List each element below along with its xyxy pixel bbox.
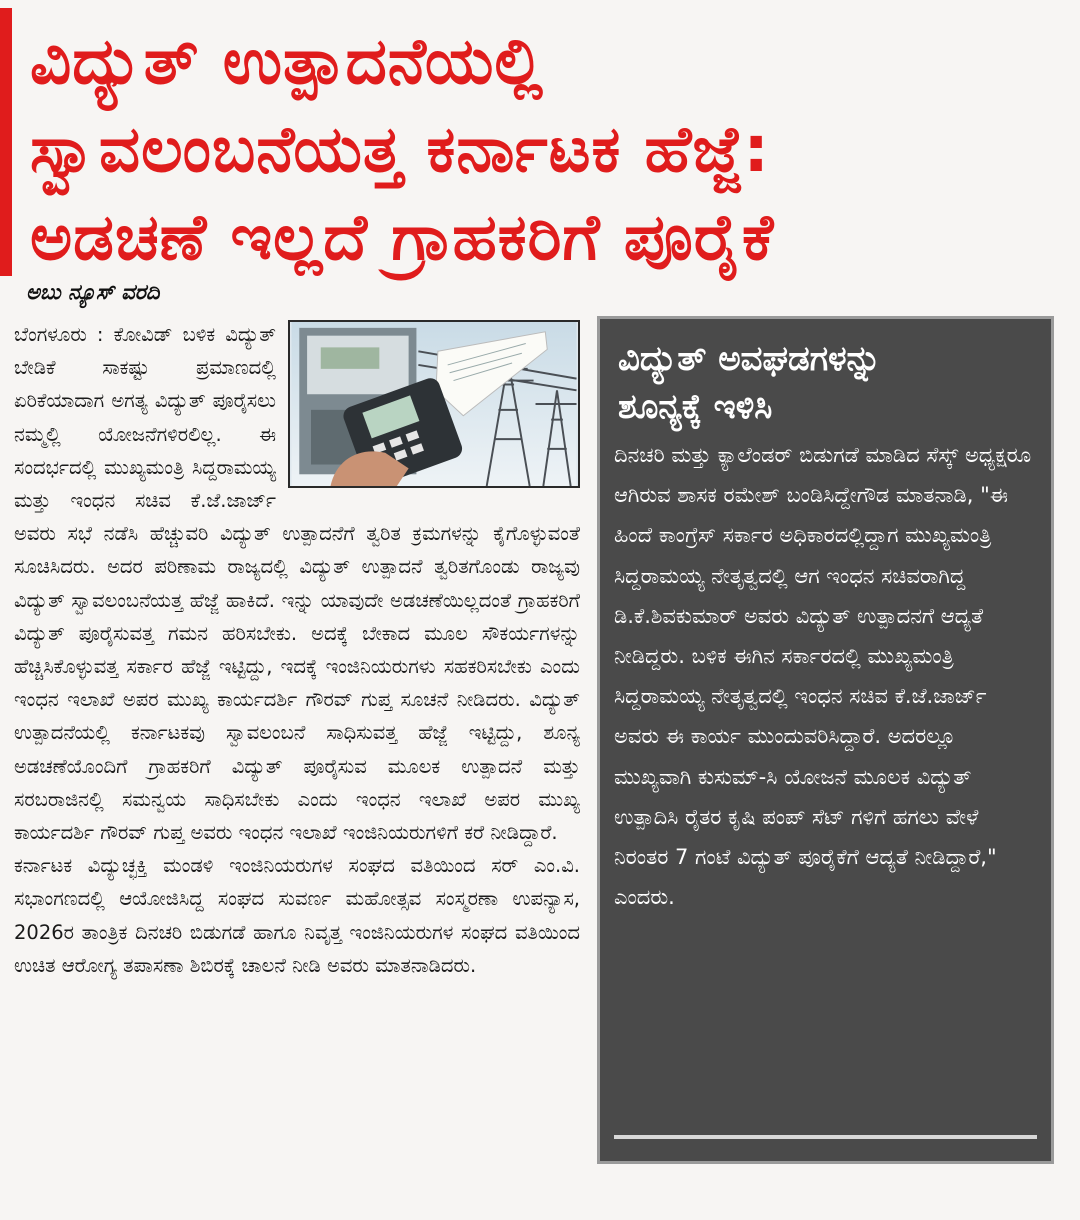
headline-accent-bar: [0, 8, 12, 276]
sidebar-title-line-1: ವಿದ್ಯುತ್ ಅವಘಡಗಳನ್ನು: [618, 339, 881, 379]
sidebar-title: [618, 335, 1051, 431]
article-paragraph-1: ಬೆಂಗಳೂರು : ಕೋವಿಡ್ ಬಳಿಕ ವಿದ್ಯುತ್ ಬೇಡಿಕೆ ಸಾಕಷ್ಟು ಪ್ರಮಾಣದಲ್ಲಿ ಏರಿಕೆಯಾದಾಗ ಅಗತ್ಯ ವಿದ್ಯುತ್ ಪೂರೈಸಲು ನಮ್ಮಲ್ಲಿ ಯೋಜನೆಗಳಿರಲಿಲ್ಲ. ಈ ಸಂದರ್ಭದಲ್ಲಿ ಮುಖ್ಯಮಂತ್ರಿ ಸಿದ್ದರಾಮಯ್ಯ ಮತ್ತು ಇಂಧನ ಸಚಿವ ಕೆ.ಜೆ.ಜಾರ್ಜ್ ಅವರು ಸಭೆ ನಡೆಸಿ ಹೆಚ್ಚುವರಿ ವಿದ್ಯುತ್ ಉತ್ಪಾದನೆಗೆ ತ್ವರಿತ ಕ್ರಮಗಳನ್ನು ಕೈಗೊಳ್ಳುವಂತೆ ಸೂಚಿಸಿದರು. ಅದರ ಪರಿಣಾಮ ರಾಜ್ಯದಲ್ಲಿ ವಿದ್ಯುತ್ ಉತ್ಪಾದನೆ ತ್ವರಿತಗೊಂಡು ರಾಜ್ಯವು ವಿದ್ಯುತ್ ಸ್ವಾವಲಂಬನೆಯತ್ತ ಹೆಜ್ಜೆ ಹಾಕಿದೆ. ಇನ್ನು ಯಾವುದೇ ಅಡಚಣೆಯಿಲ್ಲದಂತೆ ಗ್ರಾಹಕರಿಗೆ ವಿದ್ಯುತ್ ಪೂರೈಸುವತ್ತ ಗಮನ ಹರಿಸಬೇಕು. ಅದಕ್ಕೆ ಬೇಕಾದ ಮೂಲ ಸೌಕರ್ಯಗಳನ್ನು ಹೆಚ್ಚಿಸಿಕೊಳ್ಳುವತ್ತ ಸರ್ಕಾರ ಹೆಜ್ಜೆ ಇಟ್ಟಿದ್ದು, ಇದಕ್ಕೆ ಇಂಜಿನಿಯರುಗಳು ಸಹಕರಿಸಬೇಕು ಎಂದು ಇಂಧನ ಇಲಾಖೆ ಅಪರ ಮುಖ್ಯ ಕಾರ್ಯದರ್ಶಿ ಗೌರವ್ ಗುಪ್ತ ಸೂಚನೆ ನೀಡಿದರು. ವಿದ್ಯುತ್ ಉತ್ಪಾದನೆಯಲ್ಲಿ ಕರ್ನಾಟಕವು ಸ್ವಾವಲಂಬನೆ ಸಾಧಿಸುವತ್ತ ಹೆಜ್ಜೆ ಇಟ್ಟಿದ್ದು, ಶೂನ್ಯ ಅಡಚಣೆಯೊಂದಿಗೆ ಗ್ರಾಹಕರಿಗೆ ವಿದ್ಯುತ್ ಪೂರೈಸುವ ಮೂಲಕ ಉತ್ಪಾದನೆ ಮತ್ತು ಸರಬರಾಜಿನಲ್ಲಿ ಸಮನ್ವಯ ಸಾಧಿಸಬೇಕು ಎಂದು ಇಂಧನ ಇಲಾಖೆ ಅಪರ ಮುಖ್ಯ ಕಾರ್ಯದರ್ಶಿ ಗೌರವ್ ಗುಪ್ತ ಅವರು ಇಂಧನ ಇಲಾಖೆ ಇಂಜಿನಿಯರುಗಳಿಗೆ ಕರೆ ನೀಡಿದ್ದಾರೆ.: [14, 323, 580, 845]
electricity-bill-meter-photo: [288, 320, 580, 488]
headline-line-1: ವಿದ್ಯುತ್ ಉತ್ಪಾದನೆಯಲ್ಲಿ: [30, 25, 544, 99]
headline-line-3: ಅಡಚಣೆ ಇಲ್ಲದೆ ಗ್ರಾಹಕರಿಗೆ ಪೂರೈಕೆ: [30, 201, 775, 275]
headline: [30, 18, 1070, 282]
sidebar-title-line-2: ಶೂನ್ಯಕ್ಕೆ ಇಳಿಸಿ: [618, 387, 773, 427]
sidebar-body: ದಿನಚರಿ ಮತ್ತು ಕ್ಯಾಲೆಂಡರ್ ಬಿಡುಗಡೆ ಮಾಡಿದ ಸೆಸ್ಕ್ ಅಧ್ಯಕ್ಷರೂ ಆಗಿರುವ ಶಾಸಕ ರಮೇಶ್ ಬಂಡಿಸಿದ್ದೇಗೌಡ ಮಾತನಾಡಿ, "ಈ ಹಿಂದೆ ಕಾಂಗ್ರೆಸ್ ಸರ್ಕಾರ ಅಧಿಕಾರದಲ್ಲಿದ್ದಾಗ ಮುಖ್ಯಮಂತ್ರಿ ಸಿದ್ದರಾಮಯ್ಯ ನೇತೃತ್ವದಲ್ಲಿ ಆಗ ಇಂಧನ ಸಚಿವರಾಗಿದ್ದ ಡಿ.ಕೆ.ಶಿವಕುಮಾರ್ ಅವರು ವಿದ್ಯುತ್ ಉತ್ಪಾದನಗೆ ಆದ್ಯತೆ ನೀಡಿದ್ದರು. ಬಳಿಕ ಈಗಿನ ಸರ್ಕಾರದಲ್ಲಿ ಮುಖ್ಯಮಂತ್ರಿ ಸಿದ್ದರಾಮಯ್ಯ ನೇತೃತ್ವದಲ್ಲಿ ಇಂಧನ ಸಚಿವ ಕೆ.ಜೆ.ಜಾರ್ಜ್ ಅವರು ಈ ಕಾರ್ಯ ಮುಂದುವರಿಸಿದ್ದಾರೆ. ಅದರಲ್ಲೂ ಮುಖ್ಯವಾಗಿ ಕುಸುಮ್-ಸಿ ಯೋಜನೆ ಮೂಲಕ ವಿದ್ಯುತ್ ಉತ್ಪಾದಿಸಿ ರೈತರ ಕೃಷಿ ಪಂಪ್ ಸೆಟ್ ಗಳಿಗೆ ಹಗಲು ವೇಳೆ ನಿರಂತರ 7 ಗಂಟೆ ವಿದ್ಯುತ್ ಪೂರೈಕೆಗೆ ಆದ್ಯತೆ ನೀಡಿದ್ದಾರೆ," ಎಂದರು.: [614, 443, 1032, 910]
article-column: [14, 318, 580, 982]
sidebar-box: [597, 316, 1054, 1164]
byline: ಅಬು ನ್ಯೂಸ್ ವರದಿ: [26, 280, 160, 304]
article-paragraph-2: ಕರ್ನಾಟಕ ವಿದ್ಯುಚ್ಛಕ್ತಿ ಮಂಡಳಿ ಇಂಜಿನಿಯರುಗಳ ಸಂಘದ ವತಿಯಿಂದ ಸರ್ ಎಂ.ವಿ. ಸಭಾಂಗಣದಲ್ಲಿ ಆಯೋಜಿಸಿದ್ದ ಸಂಘದ ಸುವರ್ಣ ಮಹೋತ್ಸವ ಸಂಸ್ಮರಣಾ ಉಪನ್ಯಾಸ, 2026ರ ತಾಂತ್ರಿಕ ದಿನಚರಿ ಬಿಡುಗಡೆ ಹಾಗೂ ನಿವೃತ್ತ ಇಂಜಿನಿಯರುಗಳ ಸಂಘದ ವತಿಯಿಂದ ಉಚಿತ ಆರೋಗ್ಯ ತಪಾಸಣಾ ಶಿಬಿರಕ್ಕೆ ಚಾಲನೆ ನೀಡಿ ಅವರು ಮಾತನಾಡಿದರು.: [14, 854, 580, 977]
headline-line-2: ಸ್ವಾವಲಂಬನೆಯತ್ತ ಕರ್ನಾಟಕ ಹೆಜ್ಜೆ:: [30, 113, 770, 187]
sidebar-divider: [614, 1135, 1037, 1139]
